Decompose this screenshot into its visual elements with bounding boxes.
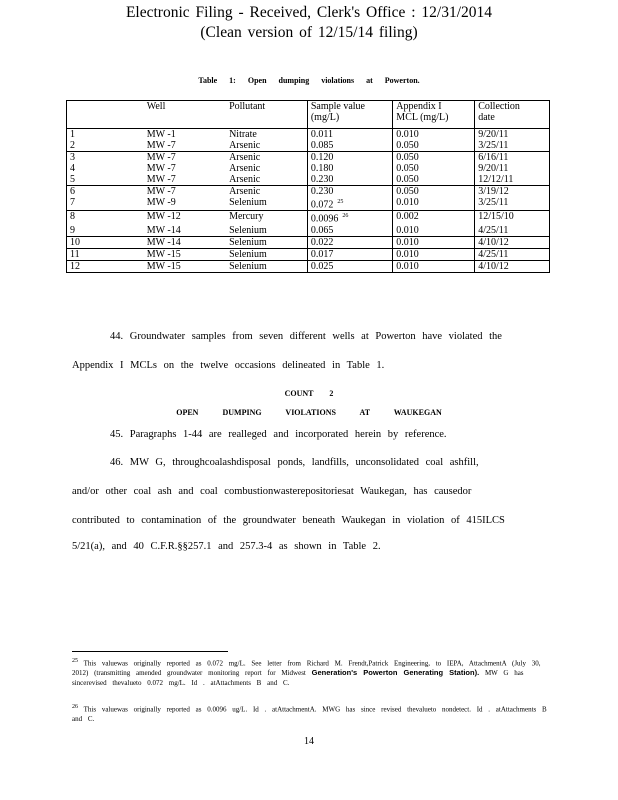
mcl-cell bbox=[393, 248, 475, 260]
collection-date-cell bbox=[475, 163, 550, 174]
well-cell-text: MW -7 bbox=[146, 152, 176, 163]
sample-value-cell bbox=[307, 260, 392, 272]
well-cell bbox=[144, 197, 226, 211]
pollutant-cell bbox=[226, 174, 307, 186]
pollutant-cell-text: Selenium bbox=[229, 248, 267, 260]
well-cell bbox=[144, 236, 226, 248]
well-cell bbox=[144, 260, 226, 272]
collection-date-cell bbox=[475, 211, 550, 225]
sample-value-cell bbox=[307, 140, 392, 152]
pollutant-cell bbox=[226, 211, 307, 225]
mcl-cell bbox=[393, 163, 475, 174]
mcl-cell-text: 0.050 bbox=[396, 163, 419, 174]
pollutant-cell bbox=[226, 248, 307, 260]
row-number bbox=[67, 225, 144, 237]
sample-value-cell-text: 0.180 bbox=[310, 163, 334, 174]
well-cell-text: MW -7 bbox=[146, 174, 176, 185]
pollutant-cell-text: Arsenic bbox=[229, 163, 261, 174]
well-cell bbox=[144, 211, 226, 225]
collection-date-cell-text: 3/25/11 bbox=[478, 197, 509, 208]
row-number bbox=[67, 152, 144, 164]
row-number-text: 11 bbox=[70, 248, 80, 260]
footnote-26 bbox=[72, 702, 552, 724]
sample-value-cell bbox=[307, 163, 392, 174]
column-header-pollutant: Pollutant bbox=[226, 101, 307, 129]
footnote-ref: 25 bbox=[337, 199, 344, 205]
pollutant-cell-text: Mercury bbox=[229, 211, 264, 223]
footnote-separator bbox=[72, 651, 228, 652]
sample-value-cell-text: 0.0096 bbox=[310, 213, 339, 225]
column-header-mcl: Appendix I MCL (mg/L) bbox=[393, 101, 475, 129]
column-header-number bbox=[67, 101, 144, 129]
column-header-collection-date: Collection date bbox=[475, 101, 550, 129]
row-number bbox=[67, 186, 144, 198]
collection-date-cell bbox=[475, 197, 550, 211]
mcl-cell bbox=[393, 152, 475, 164]
sample-value-cell bbox=[307, 211, 392, 225]
pollutant-cell-text: Arsenic bbox=[229, 152, 261, 163]
table-row bbox=[67, 248, 550, 260]
table-row bbox=[67, 236, 550, 248]
sample-value-cell-text: 0.025 bbox=[310, 260, 334, 272]
well-cell-text: MW -9 bbox=[146, 197, 176, 208]
well-cell bbox=[144, 225, 226, 237]
row-number-text: 2 bbox=[70, 140, 75, 151]
violations-table bbox=[66, 100, 550, 273]
well-cell-text: MW -7 bbox=[146, 140, 176, 151]
mcl-cell bbox=[393, 211, 475, 225]
row-number-text: 6 bbox=[70, 186, 75, 197]
mcl-cell-text: 0.050 bbox=[396, 174, 419, 185]
well-cell-text: MW -7 bbox=[146, 163, 176, 174]
sample-value-cell-text: 0.011 bbox=[310, 129, 333, 140]
mcl-cell bbox=[393, 129, 475, 141]
sample-value-cell bbox=[307, 129, 392, 141]
collection-date-cell bbox=[475, 174, 550, 186]
paragraph-46-line3: contributed to contamination of the groundwater beneath Waukegan in violation of 415ILCS bbox=[72, 515, 505, 526]
well-cell-text: MW -14 bbox=[146, 224, 181, 236]
mcl-cell-text: 0.010 bbox=[396, 129, 419, 140]
mcl-cell-text: 0.010 bbox=[396, 248, 419, 260]
mcl-cell bbox=[393, 260, 475, 272]
table-row bbox=[67, 225, 550, 237]
collection-date-cell-text: 4/10/12 bbox=[478, 260, 509, 272]
row-number bbox=[67, 140, 144, 152]
collection-date-cell-text: 4/10/12 bbox=[478, 236, 509, 248]
sample-value-cell bbox=[307, 174, 392, 186]
paragraph-46-line1: 46. MW G, throughcoalashdisposal ponds, landfills, unconsolidated coal ashfill, bbox=[110, 457, 479, 468]
table-row bbox=[67, 163, 550, 174]
well-cell-text: MW -15 bbox=[146, 248, 181, 260]
pollutant-cell-text: Selenium bbox=[229, 224, 267, 236]
page-number: 14 bbox=[304, 736, 314, 747]
row-number bbox=[67, 163, 144, 174]
pollutant-cell bbox=[226, 225, 307, 237]
mcl-cell bbox=[393, 140, 475, 152]
pollutant-cell-text: Selenium bbox=[229, 260, 267, 272]
pollutant-cell-text: Selenium bbox=[229, 197, 267, 208]
sample-value-cell-text: 0.120 bbox=[310, 152, 334, 163]
sample-value-cell-text: 0.230 bbox=[310, 186, 334, 197]
well-cell-text: MW -14 bbox=[146, 236, 181, 248]
table-row bbox=[67, 260, 550, 272]
row-number bbox=[67, 260, 144, 272]
row-number bbox=[67, 248, 144, 260]
row-number bbox=[67, 174, 144, 186]
pollutant-cell-text: Arsenic bbox=[229, 174, 261, 185]
collection-date-cell-text: 9/20/11 bbox=[478, 163, 509, 174]
footnote-25 bbox=[72, 656, 552, 688]
pollutant-cell-text: Arsenic bbox=[229, 140, 261, 151]
mcl-cell bbox=[393, 225, 475, 237]
well-cell bbox=[144, 140, 226, 152]
row-number-text: 3 bbox=[70, 152, 75, 163]
pollutant-cell bbox=[226, 197, 307, 211]
row-number-text: 5 bbox=[70, 174, 75, 185]
well-cell bbox=[144, 163, 226, 174]
collection-date-cell bbox=[475, 225, 550, 237]
row-number bbox=[67, 129, 144, 141]
well-cell bbox=[144, 248, 226, 260]
paragraph-46-line4: 5/21(a), and 40 C.F.R.§§257.1 and 257.3-4 as shown in Table 2. bbox=[72, 541, 381, 552]
column-header-well: Well bbox=[144, 101, 226, 129]
collection-date-cell-text: 12/12/11 bbox=[478, 174, 514, 185]
well-cell bbox=[144, 152, 226, 164]
row-number-text: 9 bbox=[70, 224, 75, 236]
pollutant-cell-text: Arsenic bbox=[229, 186, 261, 197]
count-subheading: OPEN DUMPING VIOLATIONS AT WAUKEGAN bbox=[176, 408, 442, 417]
row-number-text: 10 bbox=[70, 236, 80, 248]
paragraph-46-line2: and/or other coal ash and coal combustionwasterepositoriesat Waukegan, has causedor bbox=[72, 486, 472, 497]
sample-value-cell-text: 0.230 bbox=[310, 174, 334, 185]
table-row bbox=[67, 152, 550, 164]
mcl-cell-text: 0.002 bbox=[396, 211, 419, 223]
pollutant-cell bbox=[226, 152, 307, 164]
well-cell-text: MW -15 bbox=[146, 260, 181, 272]
row-number bbox=[67, 236, 144, 248]
collection-date-cell-text: 6/16/11 bbox=[478, 152, 509, 163]
collection-date-cell bbox=[475, 236, 550, 248]
mcl-cell bbox=[393, 174, 475, 186]
footnote-25-text-c: MW G has sincerevised thevalueto 0.072 mg/L. Id . atAttachments B and C. bbox=[72, 669, 524, 688]
footnote-26-marker: 26 bbox=[72, 704, 78, 710]
table-row bbox=[67, 211, 550, 225]
filing-header-line2: (Clean version of 12/15/14 filing) bbox=[200, 24, 418, 41]
collection-date-cell bbox=[475, 260, 550, 272]
mcl-cell-text: 0.010 bbox=[396, 260, 419, 272]
table-body bbox=[67, 129, 550, 273]
mcl-cell-text: 0.010 bbox=[396, 197, 419, 208]
well-cell-text: MW -7 bbox=[146, 186, 176, 197]
sample-value-cell-text: 0.017 bbox=[310, 248, 334, 260]
row-number-text: 1 bbox=[70, 129, 75, 140]
sample-value-cell bbox=[307, 225, 392, 237]
pollutant-cell bbox=[226, 236, 307, 248]
row-number-text: 8 bbox=[70, 211, 75, 223]
sample-value-cell-text: 0.085 bbox=[310, 140, 334, 151]
sample-value-cell-text: 0.022 bbox=[310, 236, 334, 248]
mcl-cell bbox=[393, 236, 475, 248]
sample-value-cell bbox=[307, 248, 392, 260]
pollutant-cell bbox=[226, 163, 307, 174]
paragraph-45: 45. Paragraphs 1-44 are realleged and incorporated herein by reference. bbox=[110, 429, 447, 440]
mcl-cell-text: 0.050 bbox=[396, 152, 419, 163]
collection-date-cell bbox=[475, 129, 550, 141]
mcl-cell bbox=[393, 186, 475, 198]
collection-date-cell-text: 4/25/11 bbox=[478, 248, 509, 260]
mcl-cell-text: 0.010 bbox=[396, 224, 419, 236]
collection-date-cell bbox=[475, 186, 550, 198]
collection-date-cell-text: 9/20/11 bbox=[478, 129, 509, 140]
table-row bbox=[67, 140, 550, 152]
row-number-text: 4 bbox=[70, 163, 75, 174]
mcl-cell-text: 0.010 bbox=[396, 236, 419, 248]
table-caption: Table 1: Open dumping violations at Powerton. bbox=[198, 76, 420, 85]
row-number bbox=[67, 197, 144, 211]
well-cell bbox=[144, 186, 226, 198]
pollutant-cell bbox=[226, 260, 307, 272]
filing-header-line1: Electronic Filing - Received, Clerk's Office : 12/31/2014 bbox=[125, 4, 493, 21]
table-row bbox=[67, 129, 550, 141]
pollutant-cell-text: Selenium bbox=[229, 236, 267, 248]
footnote-25-text-bold: Generation's Powerton Generating Station). bbox=[311, 668, 480, 678]
table-row bbox=[67, 186, 550, 198]
pollutant-cell bbox=[226, 186, 307, 198]
well-cell-text: MW -12 bbox=[146, 211, 181, 223]
collection-date-cell-text: 3/25/11 bbox=[478, 140, 509, 151]
pollutant-cell-text: Nitrate bbox=[229, 129, 257, 140]
table-row bbox=[67, 174, 550, 186]
sample-value-cell bbox=[307, 152, 392, 164]
collection-date-cell-text: 12/15/10 bbox=[478, 211, 514, 223]
collection-date-cell-text: 4/25/11 bbox=[478, 224, 509, 236]
sample-value-cell-text: 0.072 bbox=[310, 199, 334, 211]
row-number-text: 12 bbox=[70, 260, 80, 272]
sample-value-cell bbox=[307, 186, 392, 198]
collection-date-cell bbox=[475, 152, 550, 164]
sample-value-cell-text: 0.065 bbox=[310, 224, 334, 236]
paragraph-44-line2: Appendix I MCLs on the twelve occasions delineated in Table 1. bbox=[72, 360, 385, 371]
well-cell bbox=[144, 174, 226, 186]
table-header-row bbox=[67, 101, 550, 129]
footnote-26-text: This valuewas originally reported as 0.0096 ug/L. Id . atAttachmentA. MWG has since revised thevalueto nondetect. Id . atAttachments B and C. bbox=[72, 705, 547, 724]
footnote-25-marker: 25 bbox=[72, 658, 78, 664]
pollutant-cell bbox=[226, 129, 307, 141]
sample-value-cell bbox=[307, 236, 392, 248]
mcl-cell-text: 0.050 bbox=[396, 186, 419, 197]
row-number-text: 7 bbox=[70, 197, 75, 208]
collection-date-cell bbox=[475, 140, 550, 152]
mcl-cell bbox=[393, 197, 475, 211]
well-cell-text: MW -1 bbox=[146, 129, 176, 140]
footnote-25-text-a: This valuewas originally reported as 0.072 mg/L. See letter from Richard M. Frendt,Patrick Engineering, to IEPA, AttachmentA (July 30, 2012) (transmitting amended groundwater monitoring report for Midwest bbox=[72, 659, 541, 678]
pollutant-cell bbox=[226, 140, 307, 152]
mcl-cell-text: 0.050 bbox=[396, 140, 419, 151]
collection-date-cell bbox=[475, 248, 550, 260]
column-header-sample-value: Sample value (mg/L) bbox=[307, 101, 392, 129]
collection-date-cell-text: 3/19/12 bbox=[478, 186, 509, 197]
sample-value-cell bbox=[307, 197, 392, 211]
footnote-ref: 26 bbox=[342, 213, 349, 220]
count-heading: COUNT 2 bbox=[284, 389, 334, 398]
table-row bbox=[67, 197, 550, 211]
paragraph-44-line1: 44. Groundwater samples from seven different wells at Powerton have violated the bbox=[110, 331, 502, 342]
well-cell bbox=[144, 129, 226, 141]
row-number bbox=[67, 211, 144, 225]
